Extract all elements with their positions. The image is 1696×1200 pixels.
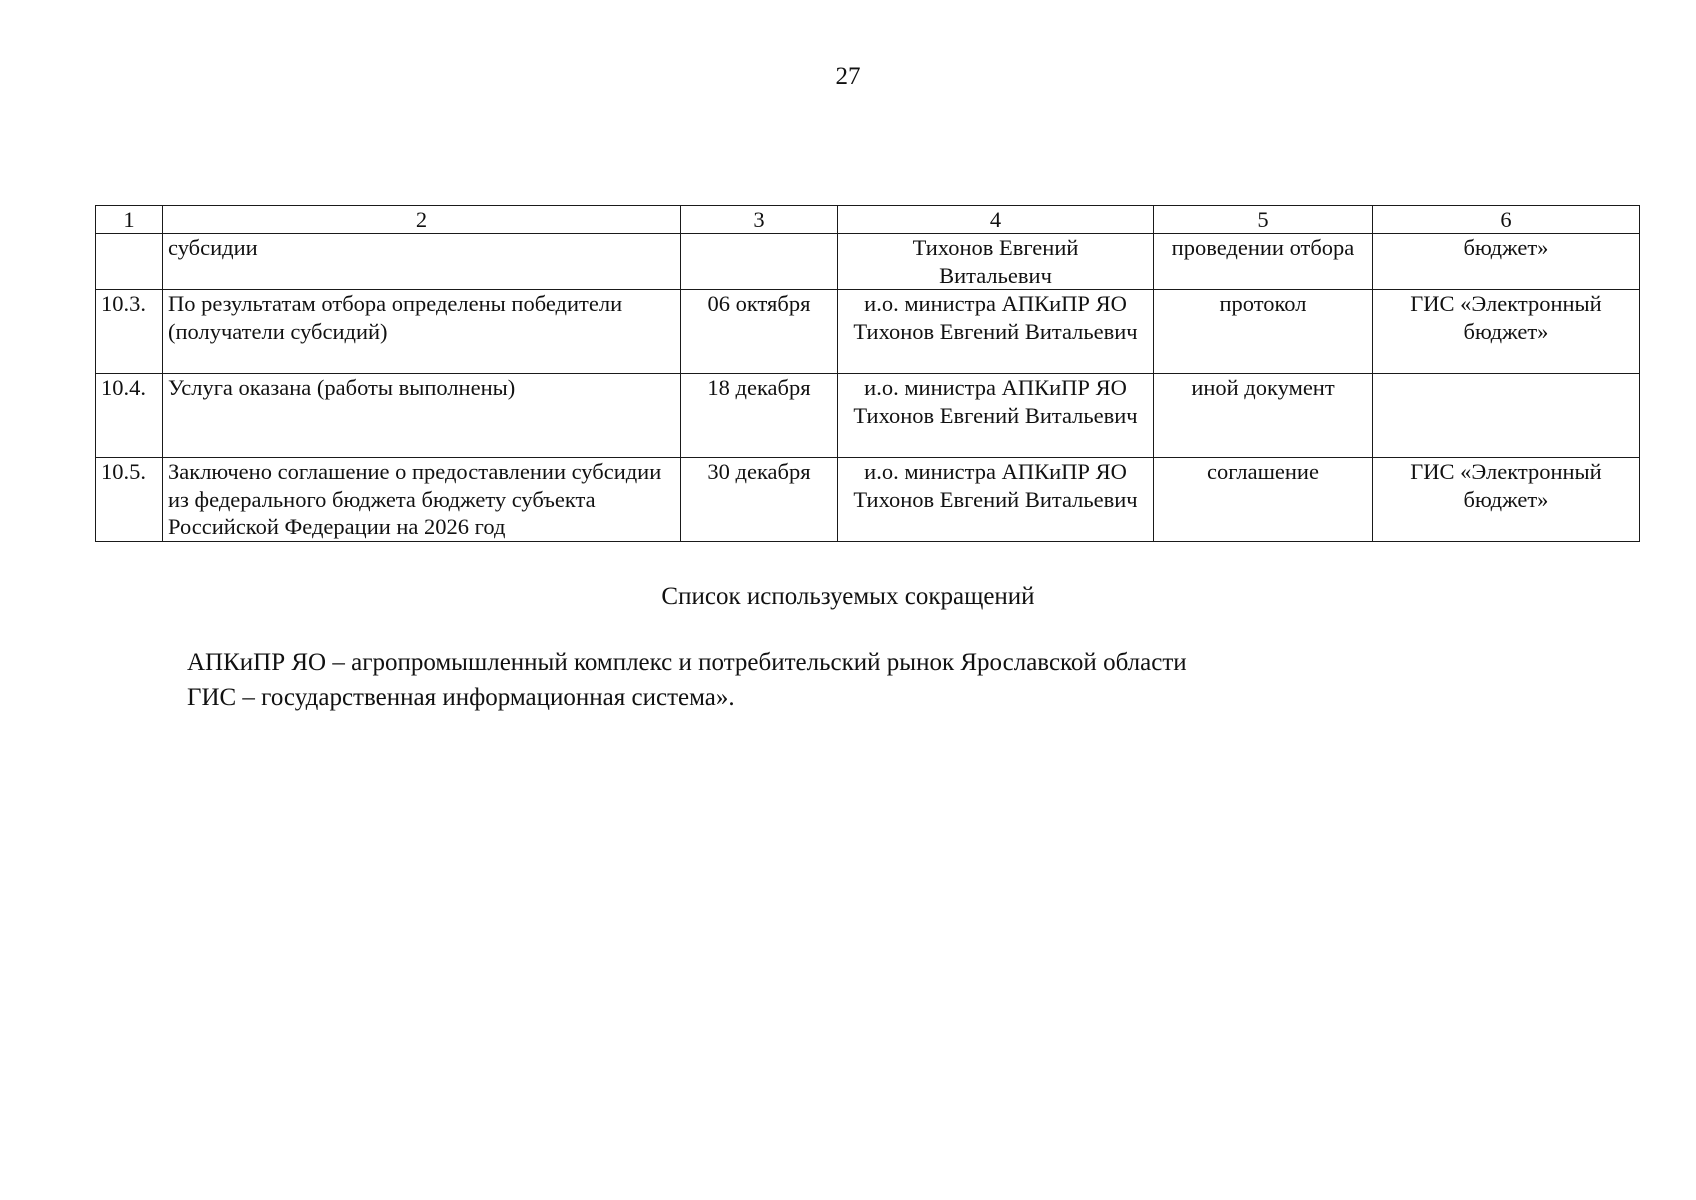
- abbreviations-title: Список используемых сокращений: [661, 583, 1035, 610]
- system-cell: [1373, 374, 1640, 458]
- responsible-cell: Тихонов Евгений Витальевич: [838, 234, 1154, 290]
- column-number-3: 3: [681, 206, 838, 234]
- row-number: 10.5.: [96, 458, 163, 542]
- table-row: [96, 290, 1640, 374]
- date-cell: 18 декабря: [681, 374, 838, 458]
- table-row: [96, 374, 1640, 458]
- system-cell: бюджет»: [1373, 234, 1640, 290]
- event-cell: По результатам отбора определены победители (получатели субсидий): [163, 290, 681, 374]
- document-cell: протокол: [1154, 290, 1373, 374]
- document-cell: проведении отбора: [1154, 234, 1373, 290]
- table-row: [96, 458, 1640, 542]
- column-number-6: 6: [1373, 206, 1640, 234]
- table-header-row: [96, 206, 1640, 234]
- date-cell: 30 декабря: [681, 458, 838, 542]
- row-number: 10.4.: [96, 374, 163, 458]
- abbreviations-list: [187, 645, 1487, 715]
- event-cell: Заключено соглашение о предоставлении субсидии из федерального бюджета бюджету субъекта Российской Федерации на 2026 год: [163, 458, 681, 542]
- page-number: 27: [835, 63, 861, 90]
- control-points-table: [95, 205, 1640, 542]
- event-cell: Услуга оказана (работы выполнены): [163, 374, 681, 458]
- date-cell: [681, 234, 838, 290]
- table-row: [96, 234, 1640, 290]
- responsible-cell: и.о. министра АПКиПР ЯО Тихонов Евгений Витальевич: [838, 458, 1154, 542]
- abbreviation-item: ГИС – государственная информационная система».: [187, 684, 735, 711]
- column-number-4: 4: [838, 206, 1154, 234]
- document-cell: иной документ: [1154, 374, 1373, 458]
- row-number: 10.3.: [96, 290, 163, 374]
- column-number-2: 2: [163, 206, 681, 234]
- column-number-5: 5: [1154, 206, 1373, 234]
- row-number: [96, 234, 163, 290]
- responsible-cell: и.о. министра АПКиПР ЯО Тихонов Евгений Витальевич: [838, 374, 1154, 458]
- system-cell: ГИС «Электронный бюджет»: [1373, 290, 1640, 374]
- abbreviation-item: АПКиПР ЯО – агропромышленный комплекс и потребительский рынок Ярославской области: [187, 649, 1187, 676]
- document-cell: соглашение: [1154, 458, 1373, 542]
- event-cell: субсидии: [163, 234, 681, 290]
- system-cell: ГИС «Электронный бюджет»: [1373, 458, 1640, 542]
- responsible-cell: и.о. министра АПКиПР ЯО Тихонов Евгений Витальевич: [838, 290, 1154, 374]
- date-cell: 06 октября: [681, 290, 838, 374]
- column-number-1: 1: [96, 206, 163, 234]
